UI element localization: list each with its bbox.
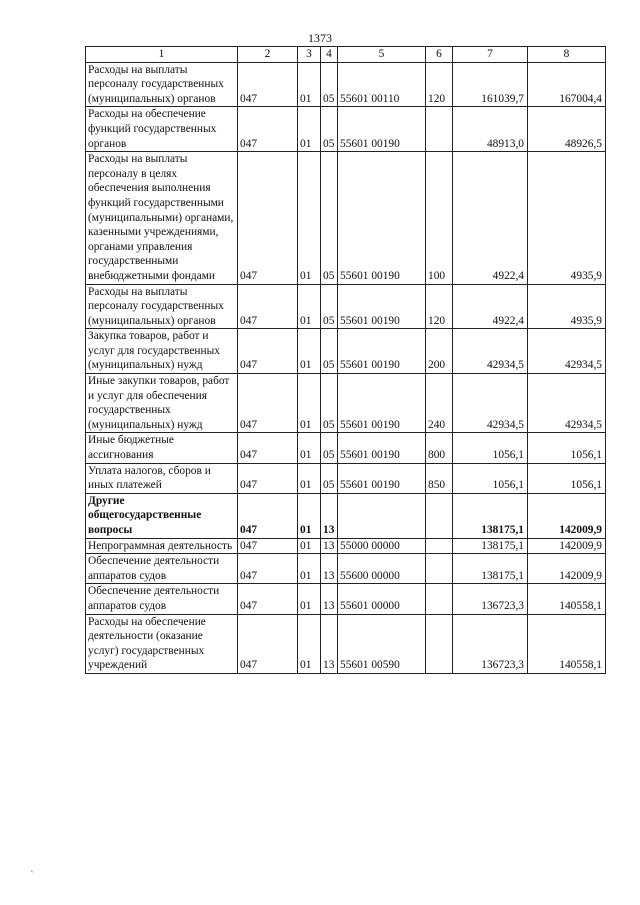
row-name: Уплата налогов, сборов и иных платежей bbox=[86, 463, 238, 493]
expense-type-code bbox=[426, 493, 453, 538]
table-row bbox=[86, 493, 606, 538]
amount-year-1: 1056,1 bbox=[453, 433, 528, 463]
table-row bbox=[86, 284, 606, 329]
amount-year-1: 48913,0 bbox=[453, 107, 528, 152]
amount-year-2: 1056,1 bbox=[528, 433, 606, 463]
row-name: Непрограммная деятельность bbox=[86, 538, 238, 554]
amount-year-2: 167004,4 bbox=[528, 62, 606, 107]
target-article-code: 55601 00190 bbox=[338, 374, 426, 433]
target-article-code bbox=[338, 493, 426, 538]
budget-table bbox=[85, 46, 606, 674]
expense-type-code: 120 bbox=[426, 284, 453, 329]
admin-code: 047 bbox=[238, 107, 298, 152]
table-row bbox=[86, 107, 606, 152]
admin-code: 047 bbox=[238, 152, 298, 284]
expense-type-code bbox=[426, 584, 453, 614]
row-name: Расходы на выплаты персоналу государственных (муниципальных) органов bbox=[86, 284, 238, 329]
target-article-code: 55601 00000 bbox=[338, 584, 426, 614]
amount-year-1: 161039,7 bbox=[453, 62, 528, 107]
section-code: 01 bbox=[298, 62, 321, 107]
admin-code: 047 bbox=[238, 554, 298, 584]
row-name: Закупка товаров, работ и услуг для государственных (муниципальных) нужд bbox=[86, 329, 238, 374]
admin-code: 047 bbox=[238, 433, 298, 463]
target-article-code: 55601 00190 bbox=[338, 284, 426, 329]
amount-year-2: 140558,1 bbox=[528, 614, 606, 673]
subsection-code: 05 bbox=[321, 107, 338, 152]
admin-code: 047 bbox=[238, 374, 298, 433]
section-code: 01 bbox=[298, 329, 321, 374]
amount-year-2: 48926,5 bbox=[528, 107, 606, 152]
subsection-code: 13 bbox=[321, 584, 338, 614]
target-article-code: 55000 00000 bbox=[338, 538, 426, 554]
row-name: Обеспечение деятельности аппаратов судов bbox=[86, 584, 238, 614]
subsection-code: 05 bbox=[321, 463, 338, 493]
page-number: 1373 bbox=[308, 31, 332, 45]
expense-type-code bbox=[426, 614, 453, 673]
admin-code: 047 bbox=[238, 463, 298, 493]
amount-year-1: 136723,3 bbox=[453, 584, 528, 614]
amount-year-2: 140558,1 bbox=[528, 584, 606, 614]
section-code: 01 bbox=[298, 584, 321, 614]
subsection-code: 13 bbox=[321, 538, 338, 554]
target-article-code: 55600 00000 bbox=[338, 554, 426, 584]
amount-year-1: 138175,1 bbox=[453, 493, 528, 538]
expense-type-code bbox=[426, 538, 453, 554]
target-article-code: 55601 00190 bbox=[338, 463, 426, 493]
amount-year-2: 1056,1 bbox=[528, 463, 606, 493]
amount-year-1: 138175,1 bbox=[453, 554, 528, 584]
row-name: Иные бюджетные ассигнования bbox=[86, 433, 238, 463]
amount-year-1: 138175,1 bbox=[453, 538, 528, 554]
target-article-code: 55601 00190 bbox=[338, 329, 426, 374]
amount-year-2: 142009,9 bbox=[528, 493, 606, 538]
amount-year-2: 42934,5 bbox=[528, 374, 606, 433]
subsection-code: 05 bbox=[321, 152, 338, 284]
expense-type-code bbox=[426, 107, 453, 152]
subsection-code: 05 bbox=[321, 62, 338, 107]
amount-year-2: 42934,5 bbox=[528, 329, 606, 374]
admin-code: 047 bbox=[238, 329, 298, 374]
expense-type-code: 200 bbox=[426, 329, 453, 374]
target-article-code: 55601 00190 bbox=[338, 152, 426, 284]
amount-year-2: 142009,9 bbox=[528, 554, 606, 584]
column-header: 2 bbox=[238, 47, 298, 63]
column-header: 3 bbox=[298, 47, 321, 63]
amount-year-1: 42934,5 bbox=[453, 329, 528, 374]
admin-code: 047 bbox=[238, 538, 298, 554]
section-code: 01 bbox=[298, 152, 321, 284]
amount-year-2: 142009,9 bbox=[528, 538, 606, 554]
section-code: 01 bbox=[298, 614, 321, 673]
admin-code: 047 bbox=[238, 614, 298, 673]
row-name: Обеспечение деятельности аппаратов судов bbox=[86, 554, 238, 584]
row-name: Расходы на выплаты персоналу государственных (муниципальных) органов bbox=[86, 62, 238, 107]
table-row bbox=[86, 538, 606, 554]
amount-year-1: 1056,1 bbox=[453, 463, 528, 493]
subsection-code: 05 bbox=[321, 284, 338, 329]
expense-type-code: 120 bbox=[426, 62, 453, 107]
subsection-code: 13 bbox=[321, 554, 338, 584]
column-header: 5 bbox=[338, 47, 426, 63]
target-article-code: 55601 00590 bbox=[338, 614, 426, 673]
row-name: Расходы на обеспечение функций государственных органов bbox=[86, 107, 238, 152]
section-code: 01 bbox=[298, 284, 321, 329]
amount-year-2: 4935,9 bbox=[528, 284, 606, 329]
subsection-code: 05 bbox=[321, 433, 338, 463]
table-row bbox=[86, 614, 606, 673]
expense-type-code: 800 bbox=[426, 433, 453, 463]
table-row bbox=[86, 554, 606, 584]
amount-year-1: 136723,3 bbox=[453, 614, 528, 673]
section-code: 01 bbox=[298, 538, 321, 554]
row-name: Другие общегосударственные вопросы bbox=[86, 493, 238, 538]
amount-year-2: 4935,9 bbox=[528, 152, 606, 284]
table-body bbox=[86, 47, 606, 674]
subsection-code: 13 bbox=[321, 493, 338, 538]
admin-code: 047 bbox=[238, 62, 298, 107]
section-code: 01 bbox=[298, 463, 321, 493]
row-name: Расходы на обеспечение деятельности (оказание услуг) государственных учреждений bbox=[86, 614, 238, 673]
subsection-code: 13 bbox=[321, 614, 338, 673]
row-name: Иные закупки товаров, работ и услуг для обеспечения государственных (муниципальных) нужд bbox=[86, 374, 238, 433]
section-code: 01 bbox=[298, 493, 321, 538]
table-row bbox=[86, 584, 606, 614]
expense-type-code: 240 bbox=[426, 374, 453, 433]
section-code: 01 bbox=[298, 433, 321, 463]
admin-code: 047 bbox=[238, 493, 298, 538]
table-row bbox=[86, 374, 606, 433]
amount-year-1: 4922,4 bbox=[453, 284, 528, 329]
expense-type-code: 850 bbox=[426, 463, 453, 493]
subsection-code: 05 bbox=[321, 374, 338, 433]
admin-code: 047 bbox=[238, 584, 298, 614]
expense-type-code bbox=[426, 554, 453, 584]
table-row bbox=[86, 62, 606, 107]
column-header: 6 bbox=[426, 47, 453, 63]
section-code: 01 bbox=[298, 107, 321, 152]
amount-year-1: 42934,5 bbox=[453, 374, 528, 433]
admin-code: 047 bbox=[238, 284, 298, 329]
amount-year-1: 4922,4 bbox=[453, 152, 528, 284]
subsection-code: 05 bbox=[321, 329, 338, 374]
table-row bbox=[86, 463, 606, 493]
scan-speck: ` bbox=[30, 868, 34, 882]
table-row bbox=[86, 329, 606, 374]
table-row bbox=[86, 433, 606, 463]
column-header: 7 bbox=[453, 47, 528, 63]
table-row bbox=[86, 152, 606, 284]
expense-type-code: 100 bbox=[426, 152, 453, 284]
target-article-code: 55601 00190 bbox=[338, 107, 426, 152]
column-header: 4 bbox=[321, 47, 338, 63]
target-article-code: 55601 00110 bbox=[338, 62, 426, 107]
section-code: 01 bbox=[298, 554, 321, 584]
row-name: Расходы на выплаты персоналу в целях обеспечения выполнения функций государственными (муниципальными) органами, казенными учреждениями, органами управления государственными внебюджетными фондами bbox=[86, 152, 238, 284]
target-article-code: 55601 00190 bbox=[338, 433, 426, 463]
column-header: 8 bbox=[528, 47, 606, 63]
column-header: 1 bbox=[86, 47, 238, 63]
header-row bbox=[86, 47, 606, 63]
section-code: 01 bbox=[298, 374, 321, 433]
